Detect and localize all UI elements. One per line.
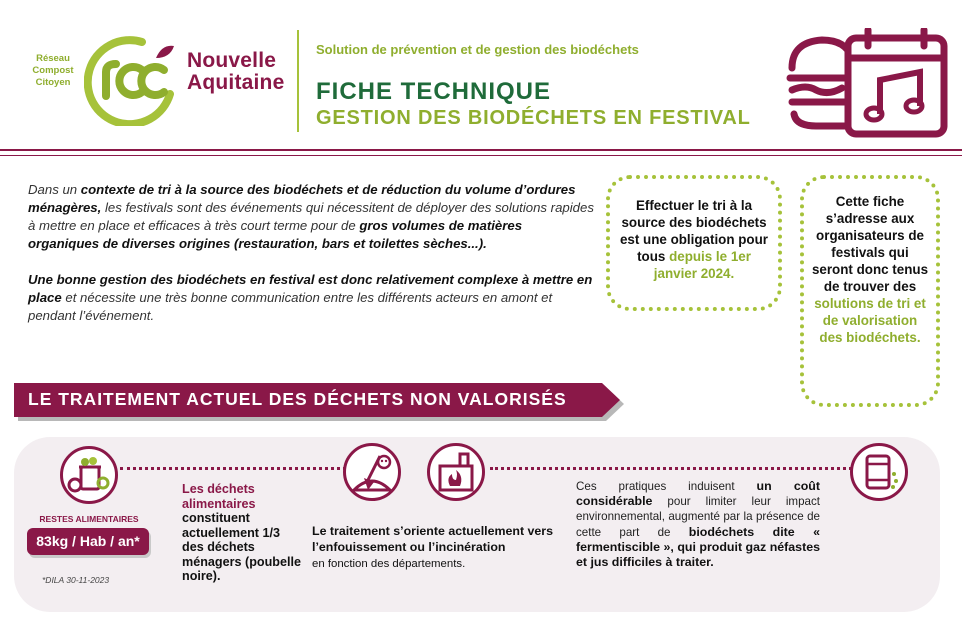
practices-d: biodéchets dite « fermentiscible », qui produit gaz néfastes et jus difficiles à traiter.	[576, 524, 821, 570]
logo-name	[187, 50, 284, 94]
logo-name-line2: Aquitaine	[187, 71, 285, 94]
food-waste-label: RESTES ALIMENTAIRES	[39, 514, 139, 524]
practices-a: Ces pratiques induisent	[576, 480, 757, 493]
leaking-barrel-icon	[850, 443, 908, 501]
intro-p2-a: Une bonne gestion des biodéchets en festival est donc relativement complexe à mettre en place	[28, 272, 593, 305]
logo-name-line1: Nouvelle	[187, 49, 277, 72]
practices-b: un coût considérable	[576, 479, 820, 509]
header-rule	[0, 149, 962, 151]
landfill-shovel-icon	[343, 443, 401, 501]
obligation-date: depuis le 1er janvier 2024.	[653, 249, 751, 281]
intro-p1-b: contexte de tri à la source des biodéchets et de réduction du volume d’ordures ménagères,	[28, 182, 576, 215]
audience-text: Cette fiche s’adresse aux organisateurs de festivals qui seront donc tenus de trouver des	[811, 194, 929, 294]
intro-p2-b: et nécessite une très bonne communication entre les différents acteurs en amont et pendant l’événement.	[28, 290, 553, 323]
connector-line-1	[120, 467, 352, 470]
intro-p1-d: gros volumes de matières organiques de diverses origines (restauration, bars et toilettes sèches...).	[28, 218, 523, 251]
obligation-callout	[606, 175, 782, 311]
intro-p1-c: les festivals sont des événements qui nécessitent de déployer des solutions rapides à mettre en place et efficaces à très court terme pour de	[28, 200, 594, 233]
practices-text	[576, 479, 820, 570]
food-waste-share-body: constituent actuellement 1/3 des déchets ménagers (poubelle noire).	[182, 511, 301, 583]
source-note: *DILA 30-11-2023	[42, 575, 110, 585]
network-label	[24, 53, 82, 89]
network-label-line1: Réseau	[36, 53, 70, 64]
treatment-note: en fonction des départements.	[312, 558, 466, 570]
header-divider	[297, 30, 299, 132]
audience-callout	[800, 175, 940, 407]
section-title: LE TRAITEMENT ACTUEL DES DÉCHETS NON VALORISÉS	[28, 389, 567, 409]
connector-line-2	[490, 467, 858, 470]
incinerator-factory-icon	[427, 443, 485, 501]
burger-and-music-calendar-icon	[786, 28, 950, 140]
network-label-line2: Compost	[32, 65, 74, 76]
food-waste-share-heading: Les déchets alimentaires	[182, 482, 256, 511]
rcc-logo-icon	[84, 34, 180, 126]
header-rule-thin	[0, 155, 962, 156]
intro-paragraph-2	[28, 271, 594, 325]
audience-highlight: solutions de tri et de valorisation des biodéchets.	[814, 296, 926, 345]
practices-c: pour limiter leur impact environnemental, augmenté par la présence de cette part de	[576, 495, 820, 539]
treatment-text	[312, 523, 572, 572]
intro-text	[28, 181, 594, 343]
intro-p1-a: Dans un	[28, 182, 81, 197]
intro-paragraph-1	[28, 181, 594, 253]
header-subtitle: Solution de prévention et de gestion des biodéchets	[316, 42, 639, 57]
network-label-line3: Citoyen	[35, 77, 71, 88]
treatment-main: Le traitement s’oriente actuellement vers l’enfouissement ou l’incinération	[312, 524, 554, 554]
food-waste-share-text	[182, 482, 302, 584]
food-waste-value-badge: 83kg / Hab / an*	[27, 528, 149, 555]
page-title-secondary: GESTION DES BIODÉCHETS EN FESTIVAL	[316, 107, 751, 129]
food-waste-bin-icon	[60, 446, 118, 504]
obligation-text: Effectuer le tri à la source des biodéchets est une obligation pour tous	[619, 198, 769, 264]
page-title: FICHE TECHNIQUE	[316, 78, 552, 105]
